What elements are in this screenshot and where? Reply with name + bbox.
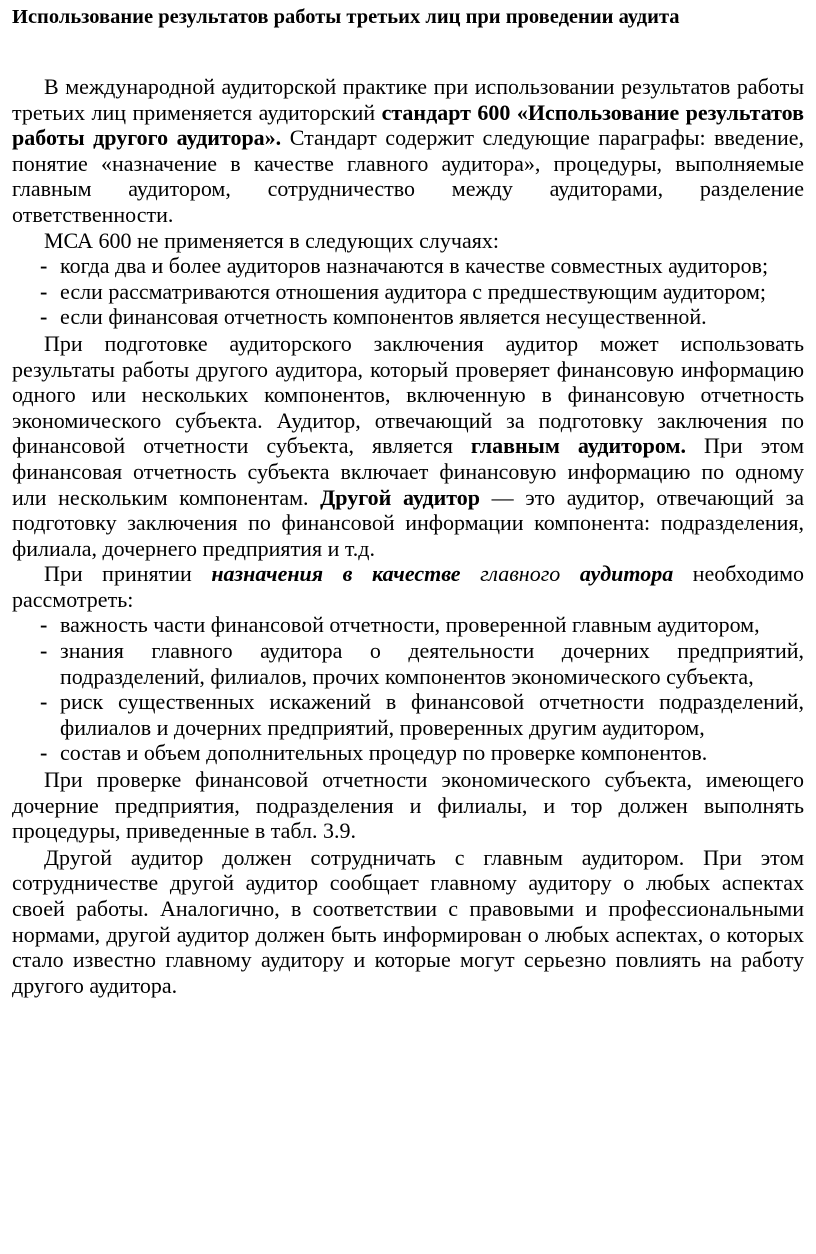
paragraph-cooperation: Другой аудитор должен сотрудничать с главным аудитором. При этом сотрудничестве другой аудитор сообщает главному аудитору о любых аспектах своей работы. Аналогично, в соответствии с правовыми и профессиональными нормами, другой аудитор должен быть информирован о любых аспектах, о которых стало известно главному аудитору и которые могут серьезно повлиять на работу другого аудитора. <box>12 844 804 998</box>
list-item-text: если рассматриваются отношения аудитора с предшествующим аудитором; <box>60 278 767 304</box>
list-item <box>12 638 804 689</box>
dash-bullet: - <box>40 304 48 330</box>
space <box>560 561 580 586</box>
space <box>461 561 481 586</box>
dash-bullet: - <box>40 253 48 279</box>
page-title: Использование результатов работы третьих лиц при проведении аудита <box>12 6 680 28</box>
paragraph-intro <box>12 74 804 228</box>
list-item <box>12 740 804 766</box>
paragraph-text: При принятии <box>44 561 212 587</box>
list-item <box>12 612 804 638</box>
dash-bullet: - <box>40 612 48 638</box>
document-body <box>12 74 804 998</box>
list-item-text: знания главного аудитора о деятельности дочерних предприятий, подразделений, филиалов, прочих компонентов экономического субъекта, <box>60 638 804 689</box>
considerations-list <box>12 612 804 766</box>
paragraph-text: При этом финансовая отчетность субъекта включает финансовую информацию по одному или нескольким компонентам. <box>12 433 805 510</box>
paragraph-exclusions-lead: МСА 600 не применяется в следующих случаях: <box>44 227 499 253</box>
list-item-text: если финансовая отчетность компонентов является несущественной. <box>60 304 707 330</box>
exclusions-list <box>12 253 804 330</box>
term-main: главного <box>480 561 561 587</box>
dash-bullet: - <box>40 278 48 304</box>
paragraph-text: При подготовке аудиторского заключения аудитор может использовать результаты работы другого аудитора, который проверяет финансовую информацию одного или нескольких компонентов, включенную в финансовую отчетность экономического субъекта. Аудитор, отвечающий за подготовку заключения по финансовой отчетности субъекта, является <box>12 330 804 459</box>
list-item <box>12 253 804 279</box>
list-item <box>12 689 804 740</box>
list-item <box>12 304 804 330</box>
term-auditor: аудитора <box>579 561 674 587</box>
list-item <box>12 279 804 305</box>
dash-bullet: - <box>40 638 48 664</box>
list-item-text: состав и объем дополнительных процедур по проверке компонентов. <box>60 740 708 766</box>
dash-bullet: - <box>40 740 48 766</box>
paragraph-text: Стандарт содержит следующие параграфы: введение, понятие «назначение в качестве главного аудитора», процедуры, выполняемые главным аудитором, сотрудничество между аудиторами, разделение ответственности. <box>12 125 804 227</box>
term-main-auditor: главным аудитором. <box>470 433 686 459</box>
paragraph-text: необходимо рассмотреть: <box>12 561 805 612</box>
paragraph-procedures: При проверке финансовой отчетности экономического субъекта, имеющего дочерние предприятия, подразделения и филиалы, и тор должен выполнять процедуры, приведенные в табл. 3.9. <box>12 767 804 844</box>
paragraph-appointment <box>12 561 804 612</box>
list-item-text: риск существенных искажений в финансовой отчетности подразделений, филиалов и дочерних предприятий, проверенных другим аудитором, <box>60 689 804 740</box>
dash-bullet: - <box>40 689 48 715</box>
paragraph-text: — это аудитор, отвечающий за подготовку заключения по финансовой информации компонента: подразделения, филиала, дочернего предприятия и т.д. <box>12 484 804 561</box>
standard-name: стандарт 600 «Использование результатов работы другого аудитора». <box>12 99 804 151</box>
paragraph-text: В международной аудиторской практике при использовании результатов работы третьих лиц применяется аудиторский <box>12 74 804 125</box>
paragraph-main-auditor <box>12 331 804 561</box>
document-page <box>12 0 804 1254</box>
term-appointment: назначения в качестве <box>211 561 461 587</box>
term-other-auditor: Другой аудитор <box>320 484 481 510</box>
list-item-text: когда два и более аудиторов назначаются в качестве совместных аудиторов; <box>60 253 769 279</box>
list-item-text: важность части финансовой отчетности, проверенной главным аудитором, <box>60 612 760 638</box>
